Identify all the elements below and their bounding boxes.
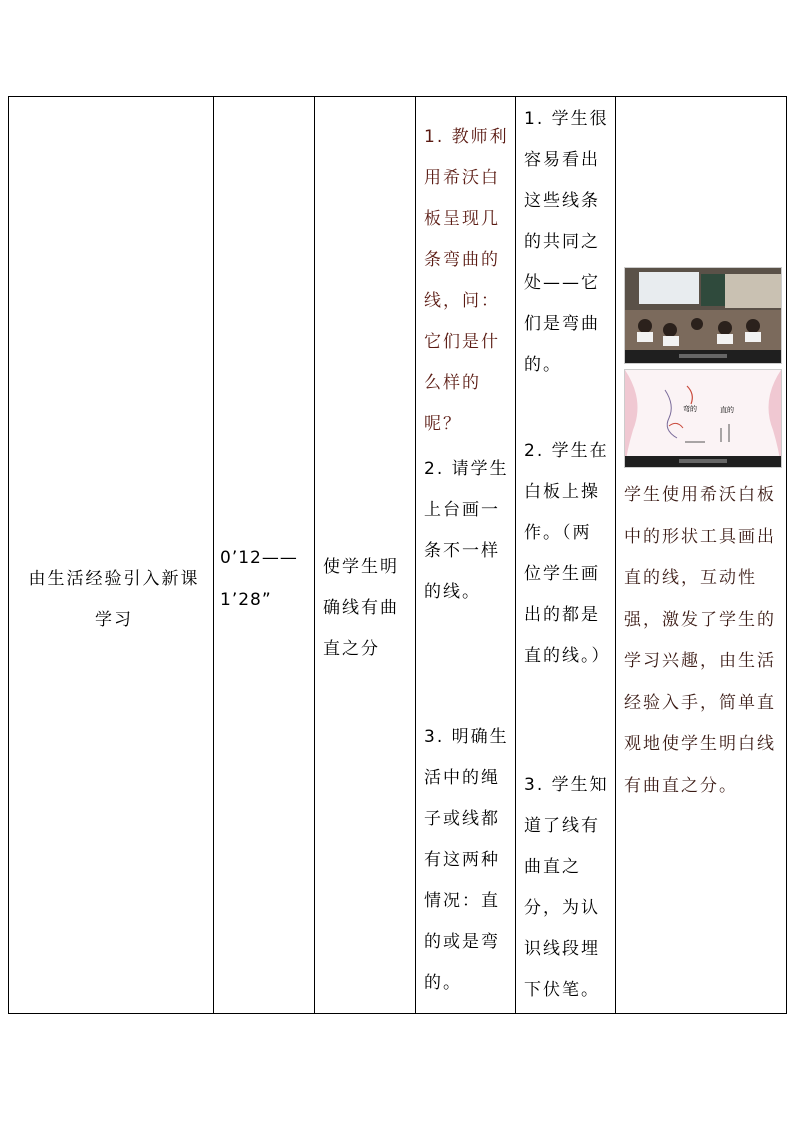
time-text: 0’12——1’28” <box>220 548 298 610</box>
goal-text: 使学生明确线有曲直之分 <box>323 557 399 659</box>
slide-label-straight: 直的 <box>720 406 734 414</box>
teacher-step-2: 2. 请学生上台画一条不一样的线。 <box>424 459 509 602</box>
lesson-table <box>8 96 787 1014</box>
classroom-photo <box>624 267 782 364</box>
slide-label-curved: 弯的 <box>683 405 697 413</box>
stage-text: 由生活经验引入新课学习 <box>28 569 200 630</box>
time-column <box>214 97 315 1013</box>
goal-column <box>315 97 416 1013</box>
teacher-step-3: 3. 明确生活中的绳子或线都有这两种情况：直的或是弯的。 <box>424 727 509 993</box>
teacher-step-1: 1. 教师利用希沃白板呈现几条弯曲的线，问：它们是什么样的呢？ <box>424 127 509 434</box>
design-intent-column <box>616 97 788 1013</box>
stage-column <box>9 97 214 1013</box>
student-step-2: 2. 学生在白板上操作。（两位学生画出的都是直的线。） <box>524 441 611 666</box>
student-step-3: 3. 学生知道了线有曲直之分，为认识线段埋下伏笔。 <box>524 775 609 1000</box>
teacher-activity-column <box>416 97 516 1013</box>
student-step-1: 1. 学生很容易看出这些线条的共同之处——它们是弯曲的。 <box>524 109 609 375</box>
student-activity-column <box>516 97 616 1013</box>
whiteboard-slide-image <box>624 369 782 468</box>
design-intent-text: 学生使用希沃白板中的形状工具画出直的线，互动性强，激发了学生的学习兴趣，由生活经验入手，简单直观地使学生明白线有曲直之分。 <box>624 485 776 796</box>
